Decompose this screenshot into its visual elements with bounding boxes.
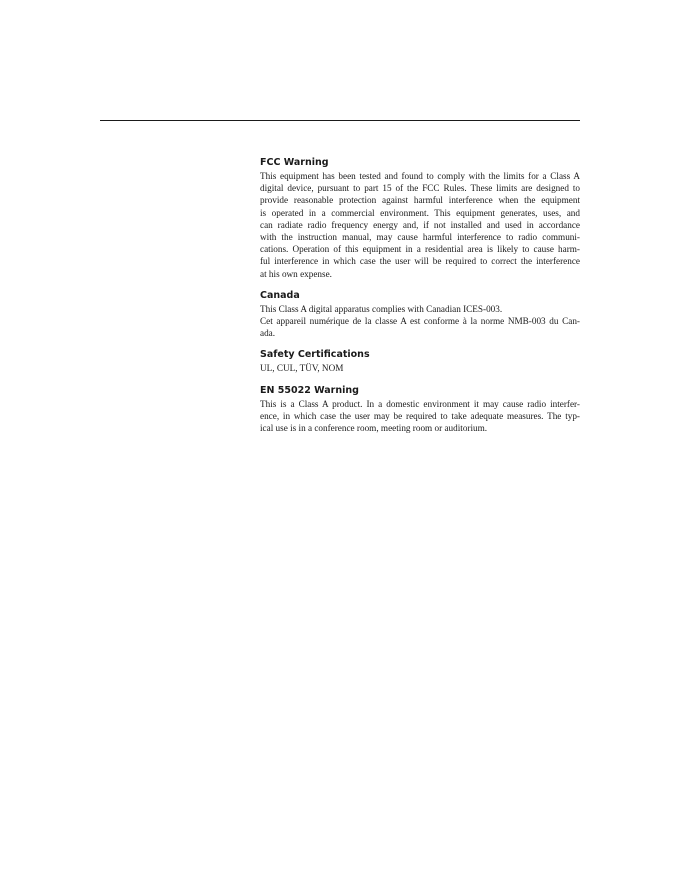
fcc-warning-text [260,170,580,280]
safety-certifications-text [260,362,580,374]
text-line: can radiate radio frequency energy and, if not installed and used in accordance [260,219,580,230]
text-line: cations. Operation of this equipment in a residential area is likely to cause harm- [260,244,580,255]
text-line: provide reasonable protection against harmful interference when the equipment [260,195,580,206]
text-line: ada. [260,328,276,339]
en55022-warning-text [260,398,580,435]
canada-section [260,289,580,340]
text-line: This equipment has been tested and found to comply with the limits for a Class A [260,171,580,181]
text-line: at his own expense. [260,268,332,279]
safety-certifications-section [260,348,580,374]
text-line: digital device, pursuant to part 15 of the FCC Rules. These limits are designed to [260,183,580,194]
text-line: UL, CUL, TÜV, NOM [260,363,344,374]
text-line: This Class A digital apparatus complies with Canadian ICES-003. [260,303,503,314]
fcc-warning-heading: FCC Warning [260,157,329,168]
canada-text [260,303,580,340]
safety-certifications-heading: Safety Certifications [260,349,370,361]
header-rule [100,120,580,121]
text-line: ful interference in which case the user will be required to correct the interference [260,256,580,267]
en55022-warning-heading: EN 55022 Warning [260,384,359,396]
text-line: is operated in a commercial environment. This equipment generates, uses, and [260,207,580,218]
document-body [260,156,580,443]
text-line: with the instruction manual, may cause harmful interference to radio communi- [260,232,580,243]
text-line: ical use is in a conference room, meeting room or auditorium. [260,423,488,434]
fcc-warning-section [260,156,580,280]
text-line: Cet appareil numérique de la classe A est conforme à la norme NMB-003 du Can- [260,316,580,327]
text-line: This is a Class A product. In a domestic environment it may cause radio interfer- [260,398,580,409]
en55022-warning-section [260,384,580,435]
canada-heading: Canada [260,289,300,301]
text-line: ence, in which case the user may be required to take adequate measures. The typ- [260,410,580,421]
